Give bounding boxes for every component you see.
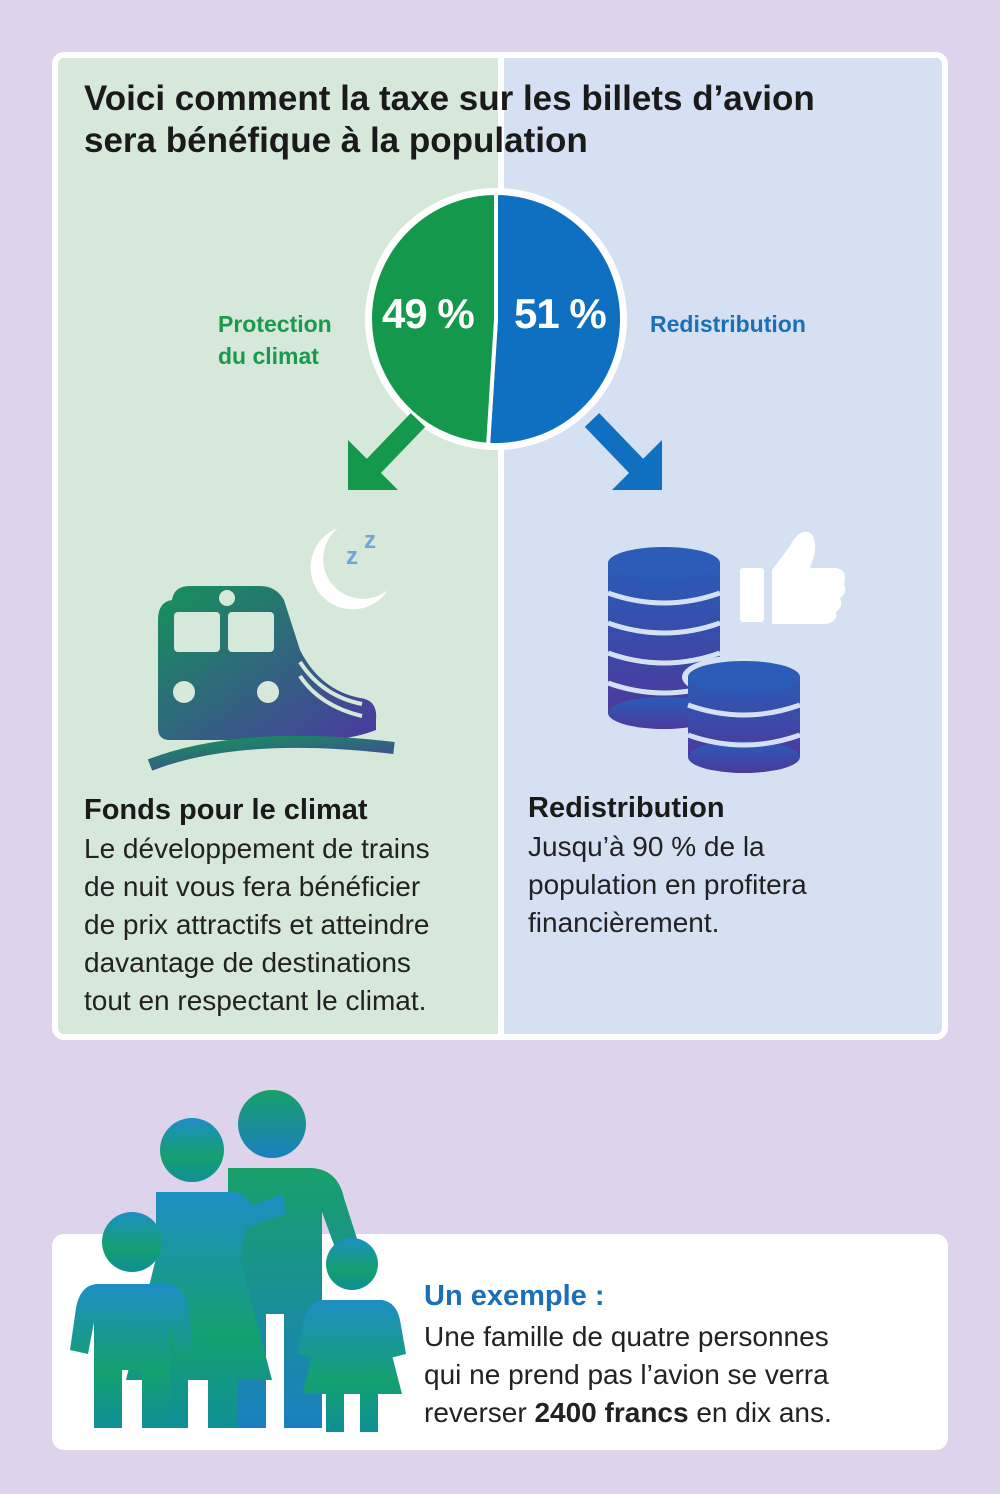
climate-line: Le développement de trains — [84, 833, 430, 864]
redistribution-description — [528, 828, 807, 942]
example-line-3-end: en dix ans. — [688, 1397, 832, 1428]
example-description — [424, 1318, 924, 1432]
example-amount: 2400 francs — [534, 1397, 689, 1428]
climate-line: de prix attractifs et atteindre — [84, 909, 430, 940]
redistribution-heading: Redistribution — [528, 792, 725, 824]
pie-label-climate: 49 % — [382, 290, 474, 337]
svg-text:z: z — [346, 543, 358, 570]
climate-fund-heading: Fonds pour le climat — [84, 794, 368, 826]
climate-fund-description — [84, 830, 430, 1020]
legend-climate-line2: du climat — [218, 343, 319, 369]
redistribution-line: Jusqu’à 90 % de la — [528, 831, 765, 862]
arrow-down-left-icon — [340, 410, 430, 500]
climate-line: davantage de destinations — [84, 947, 411, 978]
title-line-1: Voici comment la taxe sur les billets d’avion — [84, 79, 815, 118]
arrow-down-right-icon — [580, 410, 670, 500]
climate-line: de nuit vous fera bénéficier — [84, 871, 421, 902]
example-line-2: qui ne prend pas l’avion se verra — [424, 1359, 829, 1390]
redistribution-line: population en profitera — [528, 869, 807, 900]
legend-redistribution: Redistribution — [650, 311, 806, 337]
svg-text:z: z — [364, 527, 376, 554]
page-title — [84, 78, 924, 162]
example-line-3 — [424, 1394, 924, 1432]
night-train-icon — [150, 580, 400, 770]
example-heading: Un exemple : — [424, 1280, 605, 1312]
pie-label-redistribution: 51 % — [514, 290, 606, 337]
legend-climate-line1: Protection — [218, 311, 332, 337]
redistribution-line: financièrement. — [528, 907, 720, 938]
example-line-1: Une famille de quatre personnes — [424, 1321, 829, 1352]
title-line-2: sera bénéfique à la population — [84, 121, 588, 160]
family-icon — [76, 1088, 416, 1434]
climate-line: tout en respectant le climat. — [84, 985, 427, 1016]
example-line-3-start: reverser — [424, 1397, 535, 1428]
thumbs-up-icon — [738, 526, 848, 630]
legend-climate — [218, 308, 368, 372]
